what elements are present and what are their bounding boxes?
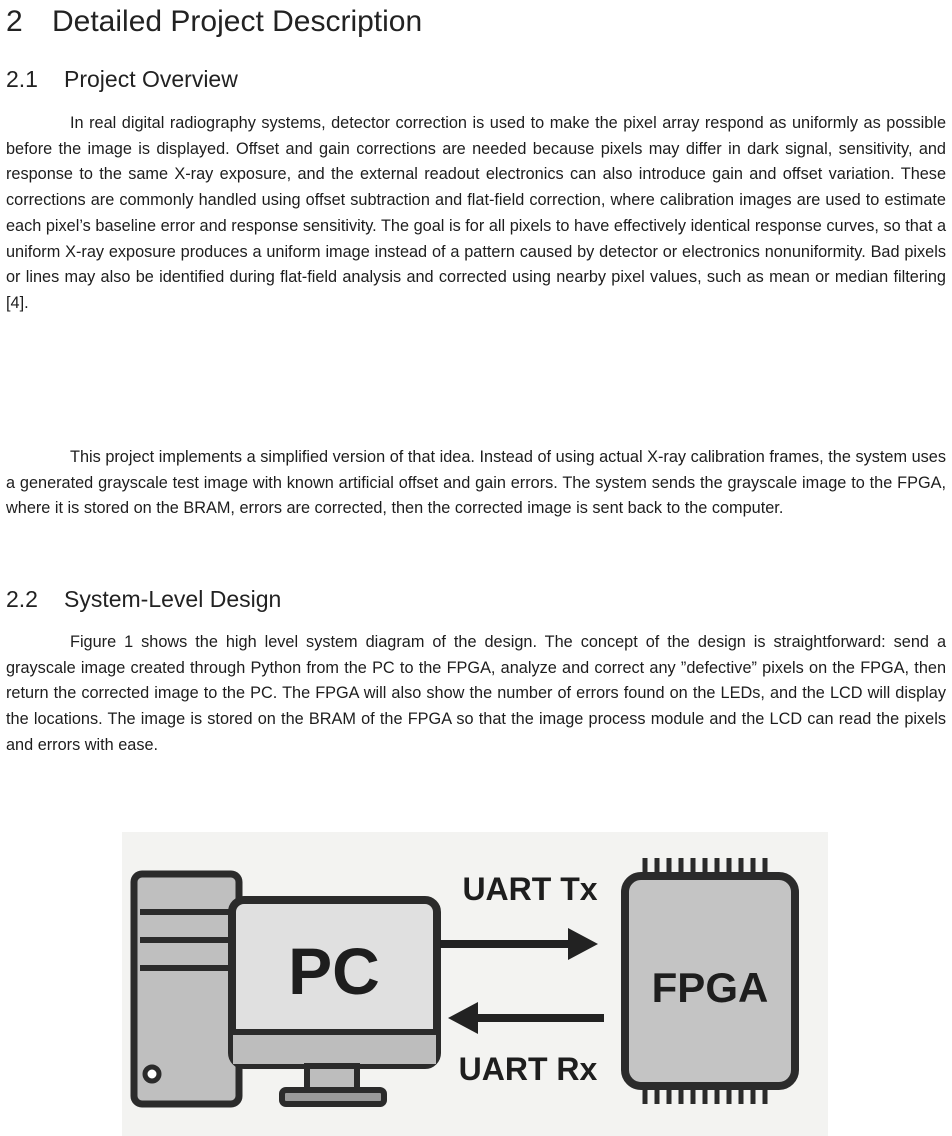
subsection-title: System-Level Design	[64, 586, 282, 612]
uart-tx-arrow	[440, 928, 598, 960]
fpga-label: FPGA	[651, 964, 769, 1011]
paragraph-overview-2: This project implements a simplified version of that idea. Instead of using actual X-ray calibration frames, the system uses a generated grayscale test image with known artificial offset and gain errors. The system sends the grayscale image to the FPGA, where it is stored on the BRAM, errors are corrected, then the corrected image is sent back to the computer.	[6, 448, 946, 518]
paragraph-overview-1: In real digital radiography systems, detector correction is used to make the pixel array respond as uniformly as possible before the image is displayed. Offset and gain corrections are needed because pixels may differ in dark signal, sensitivity, and response to the same X-ray exposure, and the external readout electronics can also introduce gain and offset variation. These corrections are commonly handled using offset subtraction and flat-field correction, where calibration images are used to estimate each pixel’s baseline error and response sensitivity. The goal is for all pixels to have effectively identical response curves, so that a uniform X-ray exposure produces a uniform image instead of a pattern caused by detector or electronics nonuniformity. Bad pixels or lines may also be identified during flat-field analysis and corrected using nearby pixel values, such as mean or median filtering [4].	[6, 114, 946, 312]
section-heading	[6, 2, 422, 42]
subsection-number: 2.2	[6, 586, 38, 612]
section-title: Detailed Project Description	[52, 5, 423, 38]
subsection-heading-system-design	[6, 583, 281, 615]
paragraph-system-design: Figure 1 shows the high level system diagram of the design. The concept of the design is straightforward: send a grayscale image created through Python from the PC to the FPGA, analyze and correct any ”defective” pixels on the FPGA, then return the corrected image to the PC. The FPGA will also show the number of errors found on the LEDs, and the LCD will display the locations. The image is stored on the BRAM of the FPGA so that the image process module and the LCD can read the pixels and errors with ease.	[6, 633, 946, 754]
uart-rx-arrow	[448, 1002, 604, 1034]
section-number: 2	[6, 5, 23, 38]
uart-tx-label: UART Tx	[462, 871, 598, 907]
subsection-heading-overview	[6, 63, 238, 95]
subsection-title: Project Overview	[64, 66, 238, 92]
pc-tower-icon	[134, 874, 239, 1104]
system-diagram	[122, 832, 828, 1136]
system-diagram-figure	[122, 832, 828, 1136]
uart-rx-label: UART Rx	[458, 1051, 598, 1087]
subsection-number: 2.1	[6, 66, 38, 92]
pc-label: PC	[288, 934, 380, 1008]
